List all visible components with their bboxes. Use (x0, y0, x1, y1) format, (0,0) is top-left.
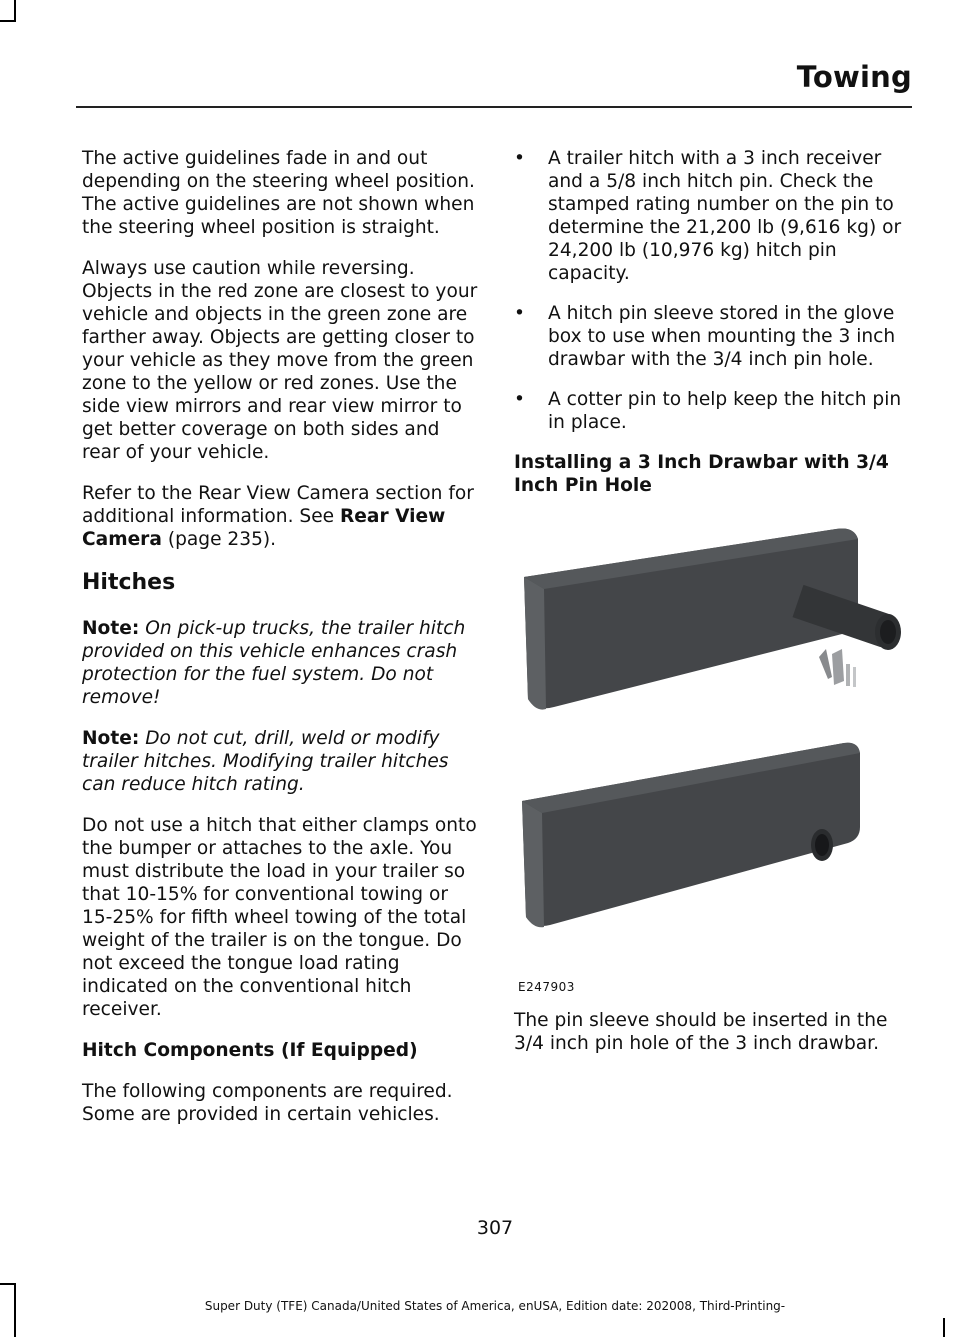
paragraph-guidelines: The active guidelines fade in and out depending on the steering wheel position. The active guidelines are not shown when the steering wheel position is straight. (82, 148, 475, 238)
paragraph-hitch-load: Do not use a hitch that either clamps onto the bumper or attaches to the axle. You must distribute the load in your trailer so that 10-15% for conventional towing or 15-25% for fifth wheel towing of the total weight of the trailer is on the tongue. Do not exceed the tongue load rating indicated on the conventional hitch receiver. (82, 815, 477, 1020)
paragraph-caution: Always use caution while reversing. Objects in the red zone are closest to your vehicle and objects in the green zone are farther away. Objects are getting closer to your vehicle as they move from the green zone to the yellow or red zones. Use the side view mirrors and rear view mirror to get better coverage on both sides and rear of your vehicle. (82, 258, 478, 463)
crop-mark-top-left-h (0, 20, 16, 22)
paragraph-reference (82, 482, 478, 551)
crop-mark-bottom-left-h (0, 1283, 16, 1285)
bullet-icon: • (514, 303, 525, 324)
drawbar-figure (514, 509, 910, 999)
note-modify (82, 727, 478, 796)
page-header-title: Towing (796, 60, 912, 94)
right-column (514, 147, 910, 1073)
insert-arrow-icon (819, 649, 856, 687)
header-rule (76, 106, 912, 108)
component-list (514, 147, 910, 434)
reference-page: (page 235). (161, 529, 277, 550)
left-column (82, 147, 478, 1144)
note-text: Do not cut, drill, weld or modify trailer hitches. Modifying trailer hitches can reduce hitch rating. (82, 728, 449, 795)
crop-mark-bottom-right-v (943, 1318, 945, 1337)
list-item: • A trailer hitch with a 3 inch receiver and a 5/8 inch hitch pin. Check the stamped rating number on the pin to determine the 21,200 lb (9,616 kg) or 24,200 lb (10,976 kg) hitch pin capacity. (514, 148, 902, 284)
paragraph-pin-sleeve: The pin sleeve should be inserted in the 3/4 inch pin hole of the 3 inch drawbar. (514, 1010, 888, 1054)
note-crash-protection (82, 617, 478, 709)
note-label: Note: (82, 618, 140, 639)
list-item: • A hitch pin sleeve stored in the glove box to use when mounting the 3 inch drawbar with the 3/4 inch pin hole. (514, 303, 896, 370)
reference-text: Refer to the Rear View Camera section for additional information. See (82, 483, 474, 527)
section-heading-hitches: Hitches (82, 570, 176, 595)
upper-drawbar (524, 528, 901, 709)
lower-drawbar (522, 743, 860, 928)
bullet-icon: • (514, 148, 525, 169)
crop-mark-top-left-v (14, 0, 16, 22)
page-number: 307 (476, 1217, 514, 1239)
rear-view-camera-link[interactable]: Rear View Camera (82, 506, 446, 550)
note-text: On pick-up trucks, the trailer hitch provided on this vehicle enhances crash protection for the fuel system. Do not remove! (82, 618, 466, 708)
drawbar-illustration (514, 509, 910, 999)
page-footer: Super Duty (TFE) Canada/United States of America, enUSA, Edition date: 202008, Third-Printing- (204, 1299, 786, 1313)
list-item: • A cotter pin to help keep the hitch pin in place. (514, 389, 902, 433)
paragraph-components: The following components are required. Some are provided in certain vehicles. (82, 1081, 453, 1125)
bullet-icon: • (514, 389, 525, 410)
subheading-hitch-components: Hitch Components (If Equipped) (82, 1040, 418, 1061)
subheading-install-drawbar: Installing a 3 Inch Drawbar with 3/4 Inch Pin Hole (514, 452, 889, 496)
note-label: Note: (82, 728, 140, 749)
figure-code: E247903 (518, 980, 575, 994)
